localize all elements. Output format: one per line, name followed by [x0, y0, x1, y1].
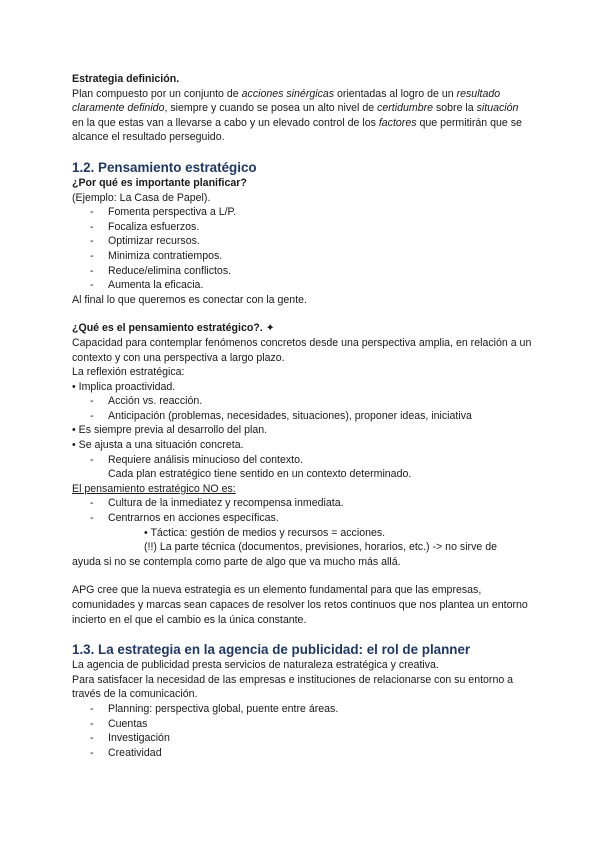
list-item: - Anticipación (problemas, necesidades, situaciones), proponer ideas, iniciativa [72, 409, 532, 424]
def-text: en la que estas van a llevarse a cabo y un elevado control de los [72, 116, 379, 129]
list-item: - Centrarnos en acciones específicas. [72, 511, 532, 526]
list-item: - Focaliza esfuerzos. [72, 220, 532, 235]
closing-line: Al final lo que queremos es conectar con la gente. [72, 293, 307, 306]
list-item: - Optimizar recursos. [72, 234, 532, 249]
section-heading-1-2: 1.2. Pensamiento estratégico [72, 159, 257, 175]
def-text: Plan compuesto por un conjunto de [72, 87, 242, 100]
list-continuation: Cada plan estratégico tiene sentido en un contexto determinado. [108, 468, 412, 481]
agency-areas-list [72, 702, 532, 760]
def-text: sobre la [433, 102, 477, 115]
technical-note-line1: (!!) La parte técnica (documentos, previsiones, horarios, etc.) -> no sirve de [144, 541, 497, 554]
question-planificar: ¿Por qué es importante planificar? [72, 176, 247, 189]
list-item: - Cultura de la inmediatez y recompensa inmediata. [72, 496, 532, 511]
tactic-bullet: • Táctica: gestión de medios y recursos = acciones. [144, 526, 386, 539]
list-item: - Planning: perspectiva global, puente entre áreas. [72, 702, 532, 717]
ajusta-list [72, 453, 532, 468]
def-emphasis: factores [378, 116, 417, 129]
list-item: - Cuentas [72, 717, 532, 732]
list-item: - Requiere análisis minucioso del contexto. [72, 453, 532, 468]
list-item: - Fomenta perspectiva a L/P. [72, 205, 532, 220]
list-item: - Investigación [72, 731, 532, 746]
not-list [72, 496, 532, 525]
def-emphasis: certidumbre [377, 102, 434, 115]
agency-paragraph-1: La agencia de publicidad presta servicios de naturaleza estratégica y creativa. [72, 659, 439, 672]
definition-title: Estrategia definición. [72, 73, 180, 85]
def-emphasis: situación [476, 102, 519, 115]
def-emphasis: resultado claramente definido [72, 87, 501, 115]
apg-paragraph: APG cree que la nueva estrategia es un elemento fundamental para que las empresas, comunidades y marcas sean capaces de resolver los retos continuos que nos plantea un entorno incierto en el que el cambio es la única constante. [72, 584, 528, 626]
proactividad-list [72, 394, 532, 423]
definition-paragraph [72, 87, 532, 145]
not-title: El pensamiento estratégico NO es: [72, 482, 236, 495]
def-text: que permitirán que se alcance el resultado perseguido. [72, 116, 522, 144]
def-text: orientadas al logro de un [334, 87, 457, 100]
capacity-paragraph: Capacidad para contemplar fenómenos concretos desde una perspectiva amplia, en relación a un contexto y con una perspectiva a largo plazo. [72, 336, 532, 364]
reflection-label: La reflexión estratégica: [72, 366, 185, 379]
list-item: - Creatividad [72, 746, 532, 761]
agency-paragraph-2: Para satisfacer la necesidad de las empresas e instituciones de relacionarse con su entorno a través de la comunicación. [72, 673, 514, 701]
planning-benefits-list [72, 205, 532, 293]
example-note: (Ejemplo: La Casa de Papel). [72, 191, 211, 204]
technical-note-line2: ayuda si no se contempla como parte de algo que va mucho más allá. [72, 555, 401, 568]
list-item: - Minimiza contratiempos. [72, 249, 532, 264]
list-item: - Reduce/elimina conflictos. [72, 264, 532, 279]
list-item: - Acción vs. reacción. [72, 394, 532, 409]
def-text: , siempre y cuando se posea un alto nivel de [164, 102, 378, 115]
bullet-proactividad: • Implica proactividad. [72, 380, 176, 393]
section-heading-1-3: 1.3. La estrategia en la agencia de publicidad: el rol de planner [72, 642, 471, 658]
document-page [72, 72, 532, 760]
def-emphasis: acciones sinérgicas [241, 87, 335, 100]
bullet-previa: • Es siempre previa al desarrollo del plan. [72, 424, 268, 437]
bullet-ajusta: • Se ajusta a una situación concreta. [72, 439, 244, 452]
list-item: - Aumenta la eficacia. [72, 278, 532, 293]
question-pensamiento: ¿Qué es el pensamiento estratégico?. ✦ [72, 322, 275, 335]
